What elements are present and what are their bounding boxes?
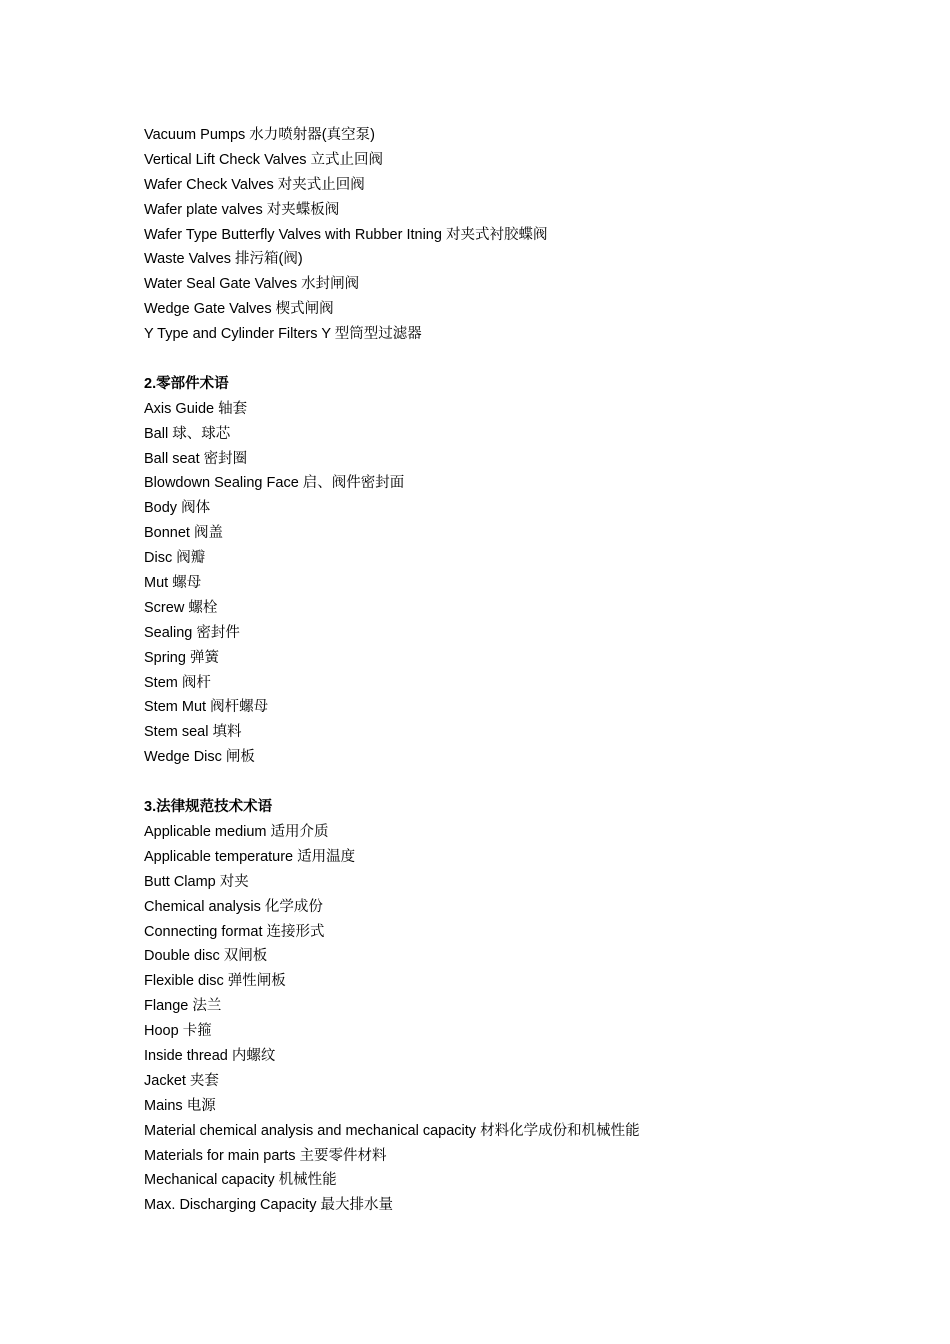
list-item: Mains 电源: [144, 1097, 216, 1114]
list-item: Blowdown Sealing Face 启、阀件密封面: [144, 475, 405, 492]
list-item: Stem seal 填料: [144, 724, 242, 741]
list-item: Mechanical capacity 机械性能: [144, 1172, 337, 1189]
list-item: Wafer Check Valves 对夹式止回阀: [144, 176, 365, 193]
section-heading: 3.法律规范技术术语: [144, 799, 273, 816]
paragraph-gap: [144, 347, 844, 372]
list-item: Wedge Disc 闸板: [144, 749, 255, 766]
list-item: Stem Mut 阀杆螺母: [144, 699, 269, 716]
list-item: Materials for main parts 主要零件材料: [144, 1147, 387, 1164]
list-item: Body 阀体: [144, 500, 211, 517]
list-item: Wedge Gate Valves 楔式闸阀: [144, 301, 334, 318]
list-item: Flange 法兰: [144, 998, 222, 1015]
list-item: Flexible disc 弹性闸板: [144, 973, 286, 990]
list-item: Sealing 密封件: [144, 624, 240, 641]
list-item: Wafer plate valves 对夹蝶板阀: [144, 201, 340, 218]
list-item: Bonnet 阀盖: [144, 525, 223, 542]
list-item: Connecting format 连接形式: [144, 923, 325, 940]
list-item: Applicable temperature 适用温度: [144, 848, 356, 865]
list-item: Screw 螺栓: [144, 599, 218, 616]
valves-list-tail: [144, 123, 844, 347]
list-item: Applicable medium 适用介质: [144, 823, 329, 840]
list-item: Water Seal Gate Valves 水封闸阀: [144, 276, 360, 293]
paragraph-gap: [144, 770, 844, 795]
list-item: Hoop 卡箍: [144, 1023, 212, 1040]
list-item: Inside thread 内螺纹: [144, 1047, 276, 1064]
list-item: Ball 球、球芯: [144, 425, 231, 442]
list-item: Chemical analysis 化学成份: [144, 898, 323, 915]
list-item: Y Type and Cylinder Filters Y 型筒型过滤器: [144, 326, 422, 343]
list-item: Material chemical analysis and mechanical capacity 材料化学成份和机械性能: [144, 1122, 640, 1139]
list-item: Waste Valves 排污箱(阀): [144, 251, 303, 268]
list-item: Butt Clamp 对夹: [144, 873, 249, 890]
list-item: Wafer Type Butterfly Valves with Rubber Itning 对夹式衬胶蝶阀: [144, 226, 548, 243]
list-item: Mut 螺母: [144, 575, 202, 592]
legal-section: [144, 795, 844, 1218]
list-item: Jacket 夹套: [144, 1072, 219, 1089]
document-page: [144, 123, 844, 1218]
list-item: Vacuum Pumps 水力喷射器(真空泵): [144, 127, 375, 143]
list-item: Double disc 双闸板: [144, 948, 268, 965]
list-item: Ball seat 密封圈: [144, 450, 248, 467]
list-item: Stem 阀杆: [144, 674, 211, 691]
list-item: Spring 弹簧: [144, 649, 219, 666]
list-item: Axis Guide 轴套: [144, 400, 248, 417]
list-item: Disc 阀瓣: [144, 550, 206, 567]
list-item: Max. Discharging Capacity 最大排水量: [144, 1197, 393, 1214]
section-heading: 2.零部件术语: [144, 375, 229, 392]
list-item: Vertical Lift Check Valves 立式止回阀: [144, 151, 384, 168]
parts-section: [144, 372, 844, 770]
